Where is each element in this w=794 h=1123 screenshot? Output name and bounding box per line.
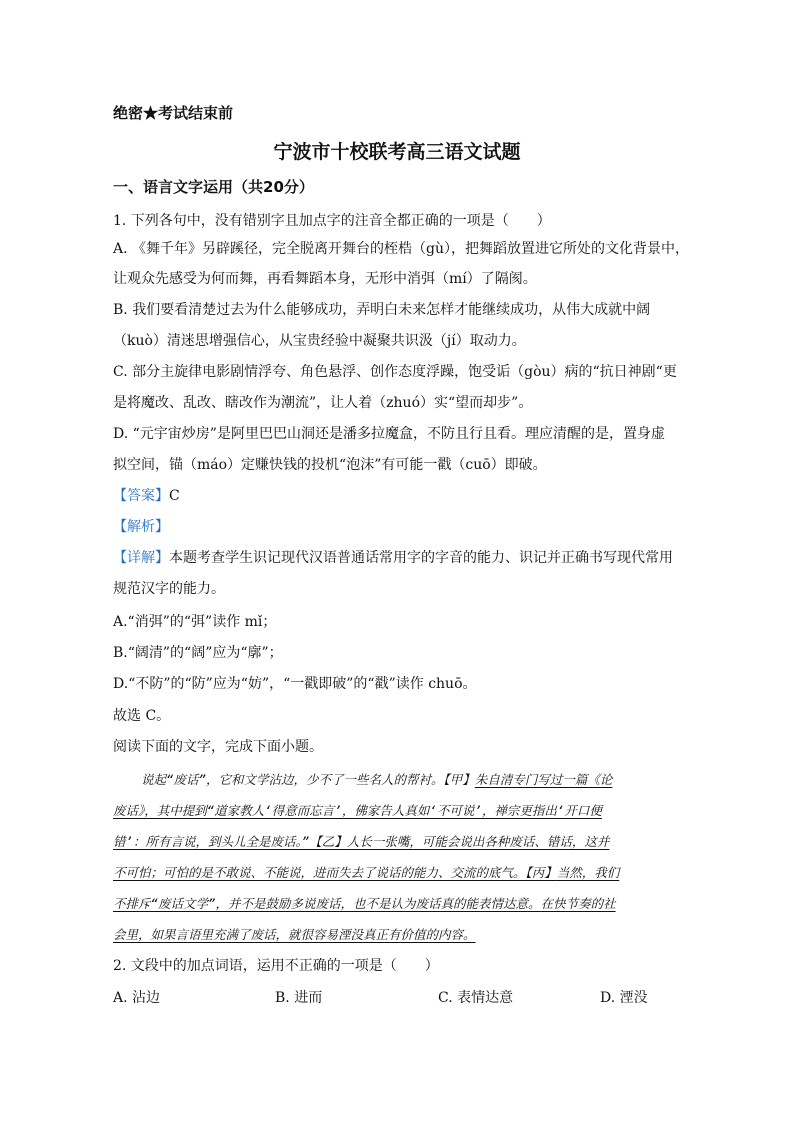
passage-text: 说起“废话”，它和文学沾边，少不了一些名人的帮衬。【甲】 <box>141 772 475 787</box>
question-1-option-b: B. 我们要看清楚过去为什么能够成功，弄明白未来怎样才能继续成功，从伟大成就中阔 <box>113 302 651 318</box>
conclusion: 故选 C。 <box>113 708 171 724</box>
question-1-option-a: A. 《舞千年》另辟蹊径，完全脱离开舞台的桎梏（gù），把舞蹈放置进它所处的文化背景中， <box>113 241 689 257</box>
note-d: D.“不防”的“防”应为“妨”，“一戳即破”的“戳”读作 chuō。 <box>113 676 477 692</box>
detail-label: 【详解】 <box>113 550 169 566</box>
question-1-option-c-cont: 是将魔改、乱改、瞎改作为潮流”，让人着（zhuó）实“望而却步”。 <box>113 395 533 411</box>
answer-label: 【答案】 <box>113 488 169 504</box>
page-title: 宁波市十校联考高三语文试题 <box>273 141 521 163</box>
passage-line-4 <box>113 857 681 888</box>
question-1-option-b-cont: （kuò）清迷思增强信心，从宝贵经验中凝聚共识汲（jí）取动力。 <box>113 333 526 349</box>
detail-line <box>113 548 673 568</box>
passage-underlined: 不可怕；可怕的是不敢说、不能说，进而失去了说话的能力、交流的底气。【丙】 <box>113 865 557 880</box>
passage-underlined: 在快节奏的社 <box>540 896 616 911</box>
passage-line-6: 会里，如果言语里充满了废话，就很容易湮没真正有价值的内容。 <box>113 927 476 942</box>
passage-line-3 <box>113 826 681 857</box>
detail-text-cont: 规范汉字的能力。 <box>113 581 225 597</box>
passage-underlined: 人长一张嘴，可能会说出各种废话、错话，这并 <box>346 834 610 849</box>
question-1-stem: 1. 下列各句中，没有错别字且加点字的注音全都正确的一项是（ ） <box>113 213 551 229</box>
question-2-option-d: D. 湮没 <box>600 990 648 1006</box>
question-1-option-d-cont: 拟空间，锚（máo）定赚快钱的投机“泡沫”有可能一戳（cuō）即破。 <box>113 457 547 473</box>
question-1-option-a-cont: 让观众先感受为何而舞，再看舞蹈本身，无形中消弭（mí）了隔阂。 <box>113 271 537 287</box>
passage-underlined: 不排斥“废话文学”，并不是鼓励多说废话，也不是认为废话真的能表情达意。 <box>113 896 541 911</box>
question-2-stem: 2. 文段中的加点词语，运用不正确的一项是（ ） <box>113 958 439 974</box>
passage-line-5 <box>113 888 681 919</box>
passage-underlined: 当然，我们 <box>556 865 620 880</box>
passage-line-2: 废话》，其中提到“道家教人‘得意而忘言’，佛家告人真如‘不可说’，禅宗更指出‘开口便 <box>113 803 602 818</box>
answer-line <box>113 486 180 506</box>
note-a: A.“消弭”的“弭”读作 mǐ； <box>113 614 277 630</box>
passage-line-1 <box>113 764 681 795</box>
question-2-option-b: B. 进而 <box>275 990 323 1006</box>
question-2-option-c: C. 表情达意 <box>438 990 514 1006</box>
question-2-option-a: A. 沾边 <box>113 990 161 1006</box>
passage-underlined: 朱自清专门写过一篇《论 <box>474 772 613 787</box>
section-heading: 一、语言文字运用（共20分） <box>113 178 314 196</box>
question-1-option-c: C. 部分主旋律电影剧情浮夸、角色悬浮、创作态度浮躁，饱受诟（gòu）病的“抗日神剧“更 <box>113 364 677 380</box>
analysis-label: 【解析】 <box>113 519 169 535</box>
note-b: B.“阔清”的“阔”应为“廓”； <box>113 645 283 661</box>
passage-underlined: 错’：所有言说，到头儿全是废话。”【乙】 <box>113 834 347 849</box>
reading-instruction: 阅读下面的文字，完成下面小题。 <box>113 739 323 755</box>
detail-text: 本题考查学生识记现代汉语普通话常用字的字音的能力、识记并正确书写现代常用 <box>169 550 673 566</box>
confidential-mark: 绝密★考试结束前 <box>113 104 234 122</box>
answer-value: C <box>169 488 180 504</box>
question-1-option-d: D. “元宇宙炒房”是阿里巴巴山洞还是潘多拉魔盒，不防且行且看。理应清醒的是，置身虚 <box>113 426 665 442</box>
